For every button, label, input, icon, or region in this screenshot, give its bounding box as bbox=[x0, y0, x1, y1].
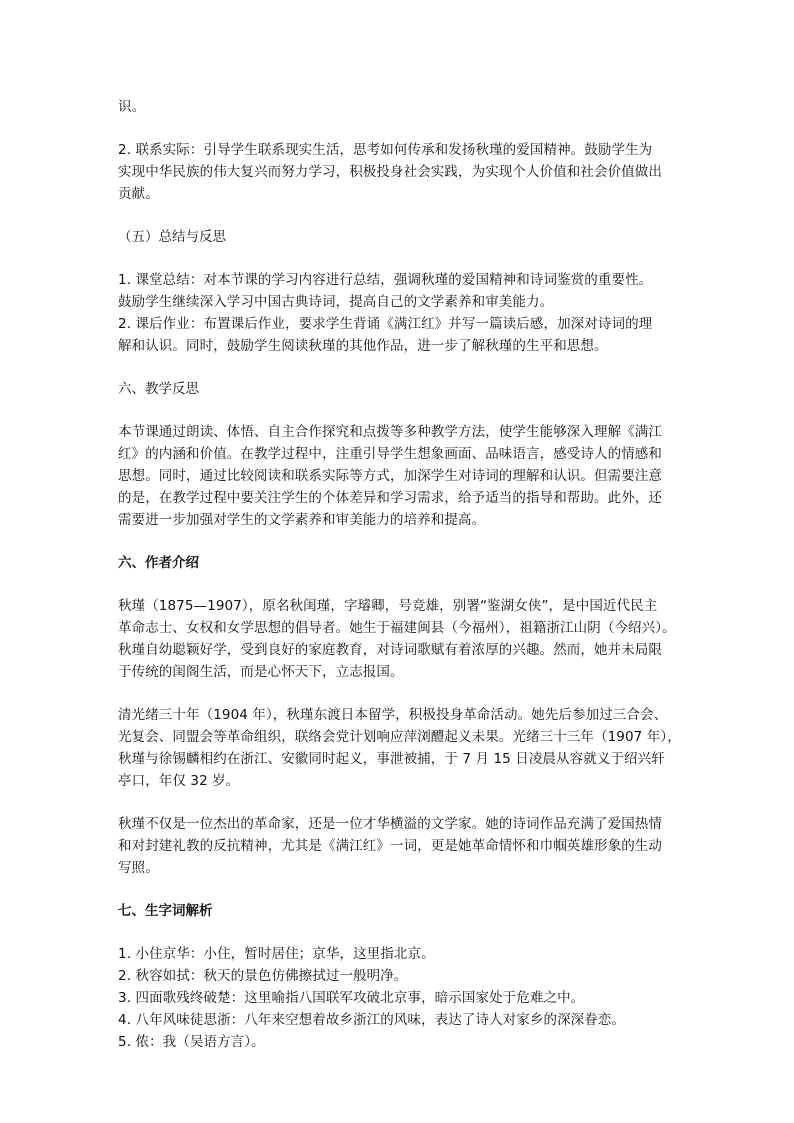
heading-text: 六、教学反思 bbox=[118, 381, 199, 397]
paragraph bbox=[118, 421, 688, 531]
paragraph-gap bbox=[118, 400, 688, 421]
section-heading bbox=[118, 552, 688, 574]
text-line: 秋瑾自幼聪颖好学，受到良好的家庭教育，对诗词歌赋有着浓厚的兴趣。然而，她并未局限 bbox=[118, 642, 662, 658]
paragraph bbox=[118, 943, 688, 1053]
paragraph-gap bbox=[118, 205, 688, 226]
text-line: 和对封建礼教的反抗精神，尤其是《满江红》一词，更是她革命情怀和巾帼英雄形象的生动 bbox=[118, 838, 662, 854]
text-line: 解和认识。同时，鼓励学生阅读秋瑾的其他作品，进一步了解秋瑾的生平和思想。 bbox=[118, 338, 608, 354]
paragraph-gap bbox=[118, 879, 688, 900]
text-line: 秋瑾与徐锡麟相约在浙江、安徽同时起义，事泄被捕，于 7 月 15 日凌晨从容就义于绍兴轩 bbox=[118, 751, 665, 767]
text-line: 的是，在教学过程中要关注学生的个体差异和学习需求，给予适当的指导和帮助。此外，还 bbox=[118, 490, 662, 506]
text-line: 写照。 bbox=[118, 860, 159, 876]
text-line: 1. 小住京华：小住，暂时居住；京华，这里指北京。 bbox=[118, 946, 435, 962]
text-line: 2. 联系实际：引导学生联系现实生活，思考如何传承和发扬秋瑾的爱国精神。鼓励学生为 bbox=[118, 142, 653, 158]
paragraph-gap bbox=[118, 922, 688, 943]
paragraph bbox=[118, 269, 688, 357]
text-line: 2. 秋容如拭：秋天的景色仿佛擦拭过一般明净。 bbox=[118, 968, 408, 984]
paragraph bbox=[118, 595, 688, 683]
text-line: 鼓励学生继续深入学习中国古典诗词，提高自己的文学素养和审美能力。 bbox=[118, 294, 554, 310]
text-line: 革命志士、女权和女学思想的倡导者。她生于福建闽县（今福州），祖籍浙江山阴（今绍兴）。 bbox=[118, 620, 676, 636]
text-line: 秋瑾不仅是一位杰出的革命家，还是一位才华横溢的文学家。她的诗词作品充满了爱国热情 bbox=[118, 816, 662, 832]
paragraph-gap bbox=[118, 792, 688, 813]
section-heading bbox=[118, 226, 688, 248]
heading-text: 七、生字词解析 bbox=[118, 903, 213, 919]
paragraph bbox=[118, 813, 688, 879]
text-line: 2. 课后作业：布置课后作业，要求学生背诵《满江红》并写一篇读后感，加深对诗词的理 bbox=[118, 316, 653, 332]
text-line: 思想。同时，通过比较阅读和联系实际等方式，加深学生对诗词的理解和认识。但需要注意 bbox=[118, 468, 662, 484]
text-line: 4. 八年风味徒思浙：八年来空想着故乡浙江的风味，表达了诗人对家乡的深深眷恋。 bbox=[118, 1012, 626, 1028]
document-page bbox=[118, 96, 688, 1053]
text-line: 1. 课堂总结：对本节课的学习内容进行总结，强调秋瑾的爱国精神和诗词鉴赏的重要性。 bbox=[118, 272, 653, 288]
text-line: 识。 bbox=[118, 99, 146, 115]
paragraph-gap bbox=[118, 574, 688, 595]
paragraph-gap bbox=[118, 357, 688, 378]
paragraph bbox=[118, 96, 688, 118]
paragraph-gap bbox=[118, 248, 688, 269]
paragraph bbox=[118, 139, 688, 205]
text-line: 需要进一步加强对学生的文学素养和审美能力的培养和提高。 bbox=[118, 512, 486, 528]
text-line: 清光绪三十年（1904 年），秋瑾东渡日本留学，积极投身革命活动。她先后参加过三合会、 bbox=[118, 707, 668, 723]
text-line: 光复会、同盟会等革命组织，联络会党计划响应萍浏醴起义未果。光绪三十三年（1907 年）， bbox=[118, 729, 681, 745]
paragraph-gap bbox=[118, 118, 688, 139]
section-heading bbox=[118, 378, 688, 400]
text-line: 实现中华民族的伟大复兴而努力学习，积极投身社会实践，为实现个人价值和社会价值做出 bbox=[118, 164, 662, 180]
text-line: 贡献。 bbox=[118, 186, 159, 202]
heading-text: 六、作者介绍 bbox=[118, 555, 199, 571]
heading-text: （五）总结与反思 bbox=[118, 229, 226, 245]
text-line: 本节课通过朗读、体悟、自主合作探究和点拨等多种教学方法，使学生能够深入理解《满江 bbox=[118, 424, 662, 440]
text-line: 5. 侬：我（吴语方言）。 bbox=[118, 1034, 265, 1050]
paragraph-gap bbox=[118, 531, 688, 552]
section-heading bbox=[118, 900, 688, 922]
text-line: 3. 四面歌残终破楚：这里喻指八国联军攻破北京事，暗示国家处于危难之中。 bbox=[118, 990, 585, 1006]
text-line: 红》的内涵和价值。在教学过程中，注重引导学生想象画面、品味语言，感受诗人的情感和 bbox=[118, 446, 662, 462]
paragraph-gap bbox=[118, 683, 688, 704]
text-line: 亭口，年仅 32 岁。 bbox=[118, 773, 240, 789]
text-line: 于传统的闺阁生活，而是心怀天下，立志报国。 bbox=[118, 664, 404, 680]
text-line: 秋瑾（1875—1907），原名秋闺瑾，字璿卿，号竞雄，别署“鉴湖女侠”，是中国近代民主 bbox=[118, 598, 658, 614]
paragraph bbox=[118, 704, 688, 792]
